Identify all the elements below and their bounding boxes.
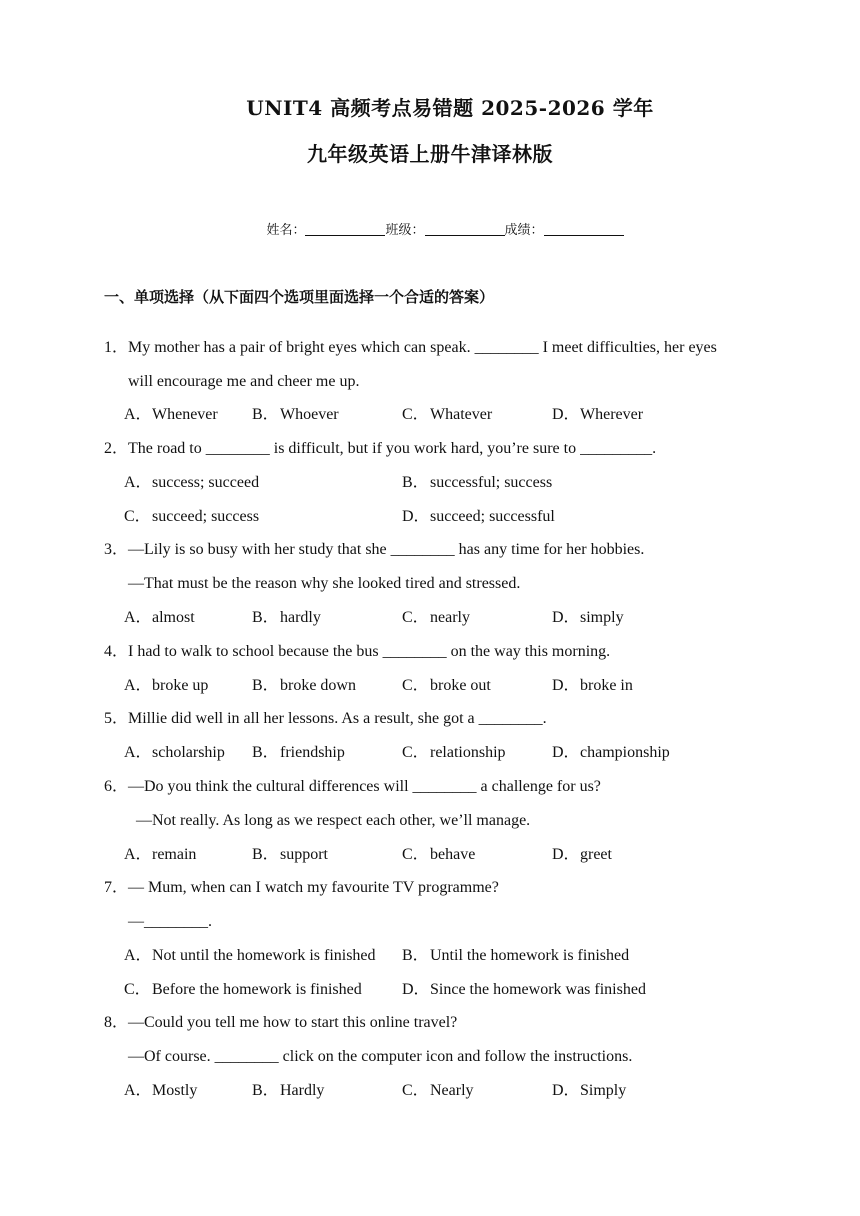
option-a: A．Whenever [124,406,218,423]
question-number: 7． [104,879,129,896]
option-d: D．broke in [552,677,633,694]
option-c: C．Whatever [402,406,493,423]
question-number: 8． [104,1014,129,1031]
option-a: A．almost [124,609,195,626]
question-6 [104,777,601,797]
page-subtitle: 九年级英语上册牛津译林版 [307,142,553,166]
option-b: B．Whoever [252,406,339,423]
question-number: 1． [104,339,129,356]
option-c: C．broke out [402,677,491,694]
option-b: B．Until the homework is finished [402,947,630,964]
question-text: — Mum, when can I watch my favourite TV programme? [128,879,499,896]
question-3 [104,540,644,560]
option-b: B．friendship [252,744,345,761]
option-d: D．Since the homework was finished [402,981,646,998]
question-number: 6． [104,778,129,795]
question-2 [104,439,656,459]
option-d: D．Simply [552,1082,627,1099]
question-text: My mother has a pair of bright eyes which can speak. ________ I meet difficulties, her eyes [128,339,717,356]
option-b: B．Hardly [252,1082,325,1099]
class-label: 班级： [385,223,425,238]
option-b: B．support [252,846,328,863]
question-text-cont: —________. [128,913,212,930]
option-a: A．remain [124,846,197,863]
question-1 [104,338,717,358]
option-c: C．Nearly [402,1082,474,1099]
question-text-cont: —Not really. As long as we respect each other, we’ll manage. [136,812,531,829]
name-label: 姓名： [266,223,306,238]
question-text: The road to ________ is difficult, but if you work hard, you’re sure to _________. [128,440,657,457]
question-text: Millie did well in all her lessons. As a result, she got a ________. [128,710,547,727]
question-8 [104,1013,457,1033]
option-b: B．successful; success [402,474,553,491]
question-text: —Lily is so busy with her study that she ________ has any time for her hobbies. [128,541,645,558]
class-blank[interactable] [425,235,505,236]
question-7 [104,878,499,898]
question-text-cont: —That must be the reason why she looked tired and stressed. [128,575,521,592]
option-c: C．succeed; success [124,508,260,525]
score-label: 成绩： [504,223,544,238]
option-a: A．success; succeed [124,474,260,491]
question-number: 3． [104,541,129,558]
student-info-line [0,219,860,238]
option-d: D．greet [552,846,612,863]
option-d: D．succeed; successful [402,508,555,525]
option-d: D．championship [552,744,670,761]
question-5 [104,709,547,729]
option-d: D．Wherever [552,406,644,423]
question-text-cont: —Of course. ________ click on the computer icon and follow the instructions. [128,1048,633,1065]
option-a: A．broke up [124,677,209,694]
option-a: A．Mostly [124,1082,198,1099]
question-text: I had to walk to school because the bus ________ on the way this morning. [128,643,611,660]
question-4 [104,642,610,662]
option-a: A．scholarship [124,744,225,761]
question-number: 4． [104,643,129,660]
question-text: —Do you think the cultural differences will ________ a challenge for us? [128,778,601,795]
page-title: UNIT4 高频考点易错题 2025-2026 学年 [246,96,654,120]
option-d: D．simply [552,609,624,626]
option-c: C．behave [402,846,476,863]
question-text-cont: will encourage me and cheer me up. [128,373,360,390]
option-b: B．hardly [252,609,321,626]
name-blank[interactable] [305,235,385,236]
question-number: 2． [104,440,129,457]
option-c: C．nearly [402,609,470,626]
option-c: C．Before the homework is finished [124,981,362,998]
option-c: C．relationship [402,744,506,761]
option-a: A．Not until the homework is finished [124,947,376,964]
section-heading: 一、单项选择（从下面四个选项里面选择一个合适的答案） [104,288,495,306]
question-number: 5． [104,710,129,727]
option-b: B．broke down [252,677,356,694]
question-text: —Could you tell me how to start this online travel? [128,1014,458,1031]
score-blank[interactable] [544,235,624,236]
